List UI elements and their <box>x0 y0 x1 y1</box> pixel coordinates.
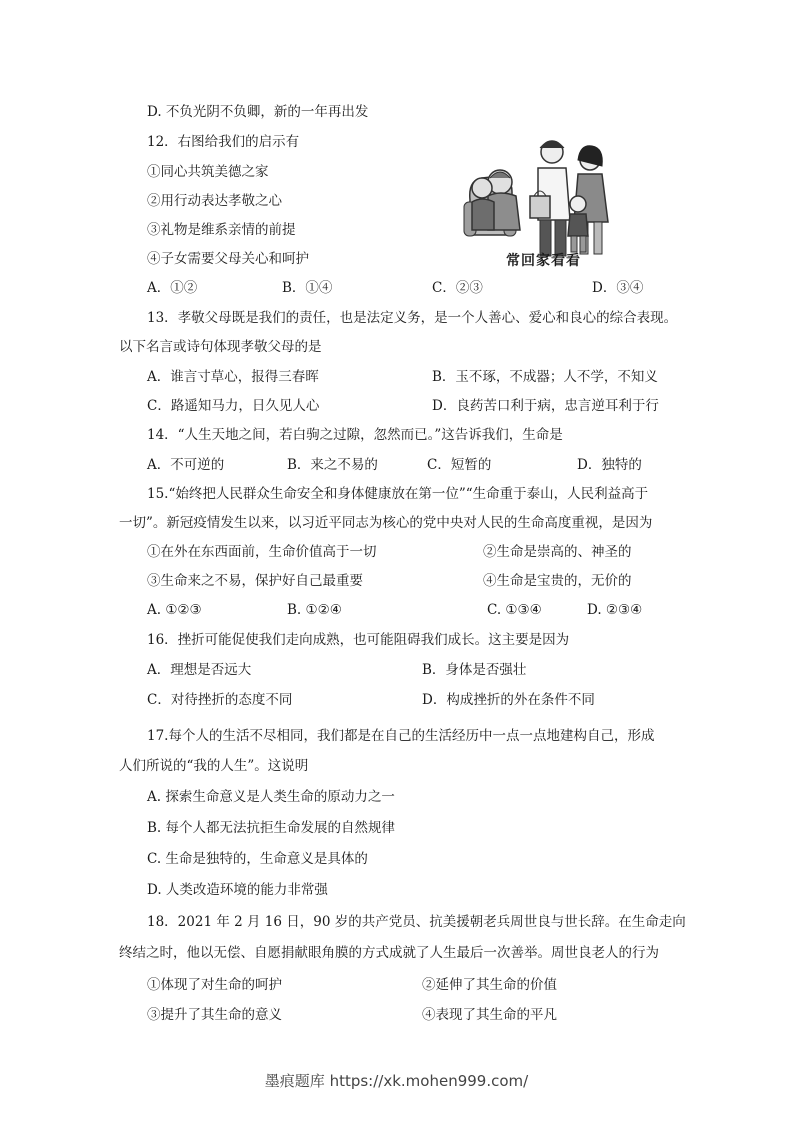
q15-item-3: ③生命来之不易，保护好自己最重要 <box>147 573 363 589</box>
q13-option-d: D．良药苦口利于病，忠言逆耳利于行 <box>432 398 659 414</box>
q15-item-2: ②生命是崇高的、神圣的 <box>483 544 632 560</box>
q16-option-a: A．理想是否远大 <box>147 662 252 678</box>
q15-option-d: D. ②③④ <box>587 602 643 618</box>
q12-item-2: ②用行动表达孝敬之心 <box>147 193 282 209</box>
q17-option-d: D. 人类改造环境的能力非常强 <box>147 882 328 898</box>
page-footer-watermark: 墨痕题库 https://xk.mohen999.com/ <box>264 1072 529 1090</box>
q16-stem: 16．挫折可能促使我们走向成熟，也可能阻碍我们成长。这主要是因为 <box>147 632 570 648</box>
q16-option-b: B．身体是否强壮 <box>422 662 527 678</box>
q17-stem-line-1: 17.每个人的生活不尽相同，我们都是在自己的生活经历中一点一点地建构自己，形成 <box>147 728 655 744</box>
q14-option-d: D．独特的 <box>577 457 642 473</box>
family-illustration-icon <box>460 130 630 270</box>
q18-item-1: ①体现了对生命的呵护 <box>147 977 282 993</box>
q16-option-d: D．构成挫折的外在条件不同 <box>422 692 595 708</box>
q18-item-4: ④表现了其生命的平凡 <box>422 1007 557 1023</box>
q15-option-b: B. ①②④ <box>287 602 342 618</box>
q18-item-3: ③提升了其生命的意义 <box>147 1007 282 1023</box>
q15-option-c: C. ①③④ <box>487 602 542 618</box>
q13-stem-line-2: 以下名言或诗句体现孝敬父母的是 <box>119 339 322 355</box>
q15-item-1: ①在外在东西面前，生命价值高于一切 <box>147 544 377 560</box>
q12-item-1: ①同心共筑美德之家 <box>147 164 269 180</box>
q12-option-b: B．①④ <box>282 280 333 296</box>
q12-option-d: D．③④ <box>592 280 644 296</box>
q18-stem-line-1: 18．2021 年 2 月 16 日，90 岁的共产党员、抗美援朝老兵周世良与世长辞。在生命走向 <box>147 914 686 930</box>
q14-option-b: B．来之不易的 <box>287 457 378 473</box>
q17-stem-line-2: 人们所说的“我的人生”。这说明 <box>119 758 309 774</box>
q14-stem: 14．“人生天地之间，若白驹之过隙，忽然而已。”这告诉我们，生命是 <box>147 427 563 443</box>
q15-stem-line-2: 一切”。新冠疫情发生以来，以习近平同志为核心的党中央对人民的生命高度重视，是因为 <box>119 515 653 531</box>
q17-option-a: A. 探索生命意义是人类生命的原动力之一 <box>147 789 395 805</box>
q13-stem-line-1: 13．孝敬父母既是我们的责任，也是法定义务，是一个人善心、爱心和良心的综合表现。 <box>147 310 678 326</box>
q17-option-c: C. 生命是独特的，生命意义是具体的 <box>147 851 368 867</box>
q12-stem: 12．右图给我们的启示有 <box>147 134 300 150</box>
q14-option-c: C．短暂的 <box>427 457 492 473</box>
q15-item-4: ④生命是宝贵的，无价的 <box>483 573 632 589</box>
q13-option-c: C．路遥知马力，日久见人心 <box>147 398 320 414</box>
q12-item-3: ③礼物是维系亲情的前提 <box>147 222 296 238</box>
q13-option-a: A．谁言寸草心，报得三春晖 <box>147 369 319 385</box>
q17-option-b: B. 每个人都无法抗拒生命发展的自然规律 <box>147 820 396 836</box>
q16-option-c: C．对待挫折的态度不同 <box>147 692 293 708</box>
q13-option-b: B．玉不琢，不成器；人不学，不知义 <box>432 369 658 385</box>
q11-option-d: D. 不负光阴不负卿，新的一年再出发 <box>147 104 369 120</box>
q12-option-c: C．②③ <box>432 280 483 296</box>
q18-stem-line-2: 终结之时，他以无偿、自愿捐献眼角膜的方式成就了人生最后一次善举。周世良老人的行为 <box>119 945 659 961</box>
q15-stem-line-1: 15.“始终把人民群众生命安全和身体健康放在第一位”“生命重于泰山，人民利益高于 <box>147 486 649 502</box>
family-visit-illustration <box>460 130 630 270</box>
q14-option-a: A．不可逆的 <box>147 457 225 473</box>
q15-option-a: A. ①②③ <box>147 602 202 618</box>
figure-caption: 常回家看看 <box>506 253 581 269</box>
q12-option-a: A．①② <box>147 280 198 296</box>
q18-item-2: ②延伸了其生命的价值 <box>422 977 557 993</box>
q12-item-4: ④子女需要父母关心和呵护 <box>147 251 309 267</box>
